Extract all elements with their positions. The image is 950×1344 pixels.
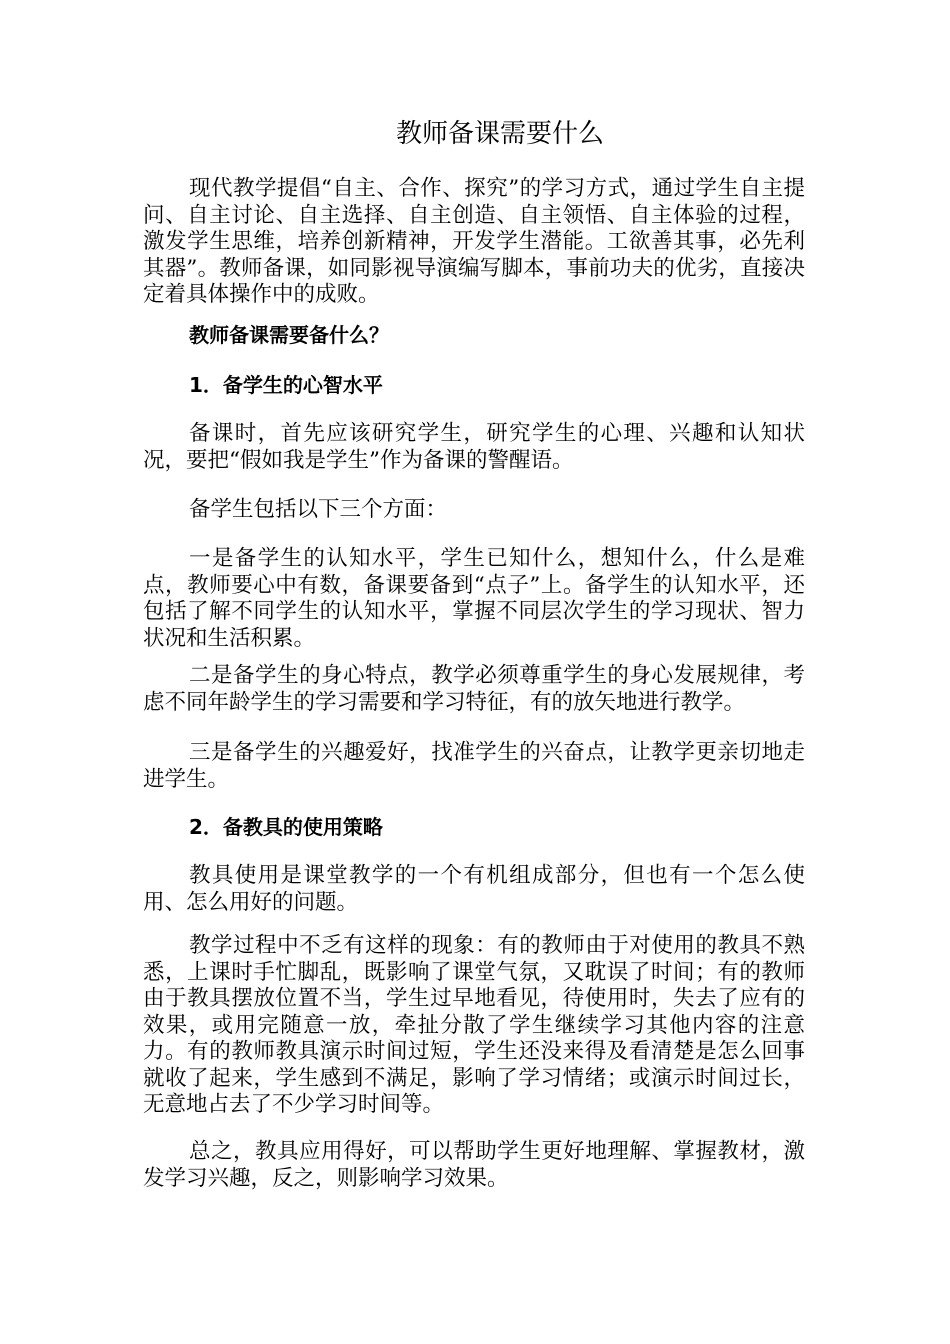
section2-heading: 2．备教具的使用策略 bbox=[189, 815, 383, 839]
section1-paragraph-4: 二是备学生的身心特点，教学必须尊重学生的身心发展规律，考虑不同年龄学生的学习需要和学习特征，有的放矢地进行教学。 bbox=[143, 663, 805, 715]
section1-paragraph-3: 一是备学生的认知水平，学生已知什么，想知什么，什么是难点，教师要心中有数，备课要备到“点子”上。备学生的认知水平，还包括了解不同学生的认知水平，掌握不同层次学生的学习现状、智力状况和生活积累。 bbox=[143, 546, 805, 651]
intro-paragraph: 现代教学提倡“自主、合作、探究”的学习方式，通过学生自主提问、自主讨论、自主选择、自主创造、自主领悟、自主体验的过程，激发学生思维，培养创新精神，开发学生潜能。工欲善其事，必先利其器”。教师备课，如同影视导演编写脚本，事前功夫的优劣，直接决定着具体操作中的成败。 bbox=[143, 176, 805, 307]
section2-paragraph-3: 总之，教具应用得好，可以帮助学生更好地理解、掌握教材，激发学习兴趣，反之，则影响学习效果。 bbox=[143, 1139, 805, 1191]
section1-heading: 1．备学生的心智水平 bbox=[189, 373, 383, 397]
section1-paragraph-5: 三是备学生的兴趣爱好，找准学生的兴奋点，让教学更亲切地走进学生。 bbox=[143, 740, 805, 792]
section1-paragraph-1: 备课时，首先应该研究学生，研究学生的心理、兴趣和认知状况，要把“假如我是学生”作为备课的警醒语。 bbox=[143, 421, 805, 473]
document-title: 教师备课需要什么 bbox=[395, 119, 604, 149]
section1-paragraph-2: 备学生包括以下三个方面： bbox=[189, 497, 448, 522]
question-heading: 教师备课需要备什么？ bbox=[189, 323, 389, 347]
section2-paragraph-1: 教具使用是课堂教学的一个有机组成部分，但也有一个怎么使用、怎么用好的问题。 bbox=[143, 863, 805, 915]
section2-paragraph-2: 教学过程中不乏有这样的现象：有的教师由于对使用的教具不熟悉，上课时手忙脚乱，既影响了课堂气氛，又耽误了时间；有的教师由于教具摆放位置不当，学生过早地看见，待使用时，失去了应有的效果，或用完随意一放，牵扯分散了学生继续学习其他内容的注意力。有的教师教具演示时间过短，学生还没来得及看清楚是怎么回事就收了起来，学生感到不满足，影响了学习情绪；或演示时间过长，无意地占去了不少学习时间等。 bbox=[143, 933, 805, 1117]
